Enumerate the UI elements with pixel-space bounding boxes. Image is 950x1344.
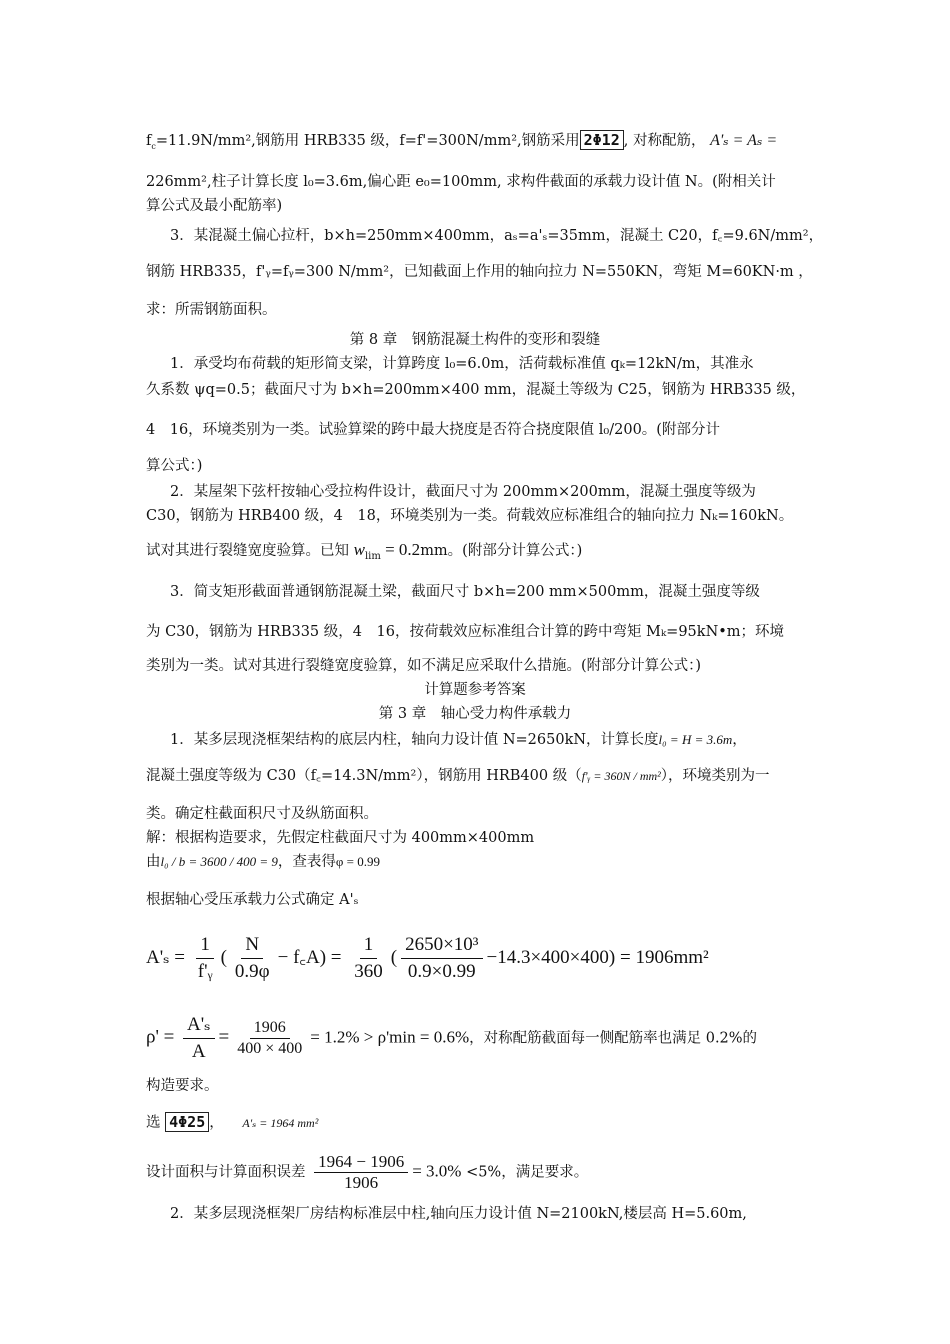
text: f [146,133,152,149]
formula: 1964 − 1906 [314,1152,408,1173]
text-line: 久系数 ψq=0.5；截面尺寸为 b×h=200mm×400 mm，混凝土等级为 C25，钢筋为 HRB335 级， [146,382,806,398]
formula: A'ₛ = [146,946,186,968]
text-line: 1．承受均布荷载的矩形简支梁，计算跨度 l₀=6.0m，活荷载标准值 qₖ=12kN/m，其准永 [170,356,754,372]
fraction [233,1018,306,1059]
formula: 0.9×0.99 [407,961,476,982]
text: mm。(附部分计算公式：) [420,543,583,559]
formula: f'ᵧ [197,961,213,982]
text: <5%，满足要求。 [466,1164,589,1181]
formula: −14.3×400×400) = 1906mm² [486,946,709,968]
text-line: 2．某屋架下弦杆按轴心受拉构件设计，截面尺寸为 200mm×200mm，混凝土强度等级为 [170,484,756,500]
text-line: 类别为一类。试对其进行裂缝宽度验算，如不满足应采取什么措施。(附部分计算公式：) [146,658,702,674]
text-line [146,766,770,786]
formula: ρ' = [146,1026,175,1048]
text-line: 根据轴心受压承载力公式确定 A'ₛ [146,892,359,908]
text-line: 类。确定柱截面积尺寸及纵筋面积。 [146,806,378,822]
formula: = 0.2 [380,540,421,559]
text-line: 2．某多层现浇框架厂房结构标准层中柱,轴向压力设计值 N=2100kN,楼层高 H=5.60m, [170,1206,747,1222]
formula: l₀ / b = 3600 / 400 = 9 [160,854,278,869]
text-line: 为 C30，钢筋为 HRB335 级，4 16，按荷载效应标准组合计算的跨中弯矩 Mₖ=95kN•m；环境 [146,624,785,640]
formula: w [353,540,365,559]
text-line: 4 16，环境类别为一类。试验算梁的跨中最大挠度是否符合挠度限值 l₀/200。(附部分计 [146,422,720,438]
text: 由 [146,854,161,870]
formula: 1 [196,932,214,959]
formula: 360 [354,961,383,982]
rebar-symbol-box: 4Φ25 [165,1112,209,1132]
text-line: C30，钢筋为 HRB400 级，4 18，环境类别为一类。荷载效应标准组合的轴向拉力 Nₖ=160kN。 [146,508,794,524]
text-line: 3．简支矩形截面普通钢筋混凝土梁，截面尺寸 b×h=200 mm×500mm，混凝土强度等级 [170,584,760,600]
formula: ( [220,946,227,968]
text: =300N/mm²,钢筋采用 [426,133,580,149]
text: 选 [146,1115,161,1131]
formula: f'ᵧ = 360N / mm² [581,769,661,783]
text: ，查表得 [277,854,336,870]
fraction [401,932,482,985]
formula: ( [390,946,398,968]
formula: A [191,1041,206,1062]
text: 试对其进行裂缝宽度验算。已知 [146,543,349,559]
formula: lim [364,550,381,562]
formula: N [241,932,263,959]
text-line: 3．某混凝土偏心拉杆，b×h=250mm×400mm，aₛ=a'ₛ=35mm，混凝土 C20，f꜀=9.6N/mm²， [170,228,824,244]
text-line: 构造要求。 [146,1078,219,1094]
formula: 400 × 400 [237,1040,303,1057]
text: , 对称配筋， [623,133,706,149]
text-line: 算公式及最小配筋率) [146,198,283,214]
formula: − f꜀A) = [277,946,342,968]
formula: A'ₛ [183,1012,215,1039]
formula-error [146,1152,588,1193]
section-heading: 计算题参考答案 [424,682,526,698]
text-line [146,1112,318,1133]
text: 设计面积与计算面积误差 [146,1164,306,1181]
formula: 1 [360,932,378,959]
formula: 1906 [344,1173,379,1192]
fraction [231,932,274,985]
formula: l₀ = H = 3.6m [658,732,733,747]
text: c [151,141,156,151]
text: 混凝土强度等级为 C30（f꜀=14.3N/mm²），钢筋用 HRB400 级（ [146,768,582,784]
text-line: 算公式：) [146,458,203,474]
fraction [194,932,217,985]
formula: = [218,1026,230,1048]
fraction [183,1012,215,1065]
formula: φ = 0.99 [335,854,380,869]
text: ， [209,1115,224,1131]
fraction [350,932,387,985]
chapter-heading: 第 3 章 轴心受力构件承载力 [378,706,572,722]
formula: 1906 [250,1018,290,1039]
formula-rho [146,1012,757,1065]
chapter-heading: 第 8 章 钢筋混凝土构件的变形和裂缝 [349,332,601,348]
text: ，对称配筋截面每一侧配筋率也满足 0.2%的 [469,1030,758,1047]
text: 1．某多层现浇框架结构的底层内柱，轴向力设计值 N=2650kN，计算长度 [170,732,659,748]
formula: = 1.2% > ρ'min = 0.6% [310,1027,470,1047]
text-line [170,730,747,750]
rebar-symbol-box: 2Φ12 [580,130,624,150]
text-line: 解：根据构造要求，先假定柱截面尺寸为 400mm×400mm [146,830,535,846]
text: =11.9N/mm²,钢筋用 HRB335 级，f [155,133,405,149]
formula: = 3.0% [412,1161,462,1181]
formula: A'ₛ = Aₛ = [710,132,778,149]
text: ），环境类别为一 [660,768,770,784]
text-line [146,540,582,567]
formula-as [146,932,709,985]
text-line [146,130,777,157]
formula: 0.9φ [234,961,270,982]
fraction [314,1152,408,1193]
formula: 2650×10³ [401,932,482,959]
text-line: 钢筋 HRB335，f'ᵧ=fᵧ=300 N/mm²，已知截面上作用的轴向拉力 N=550KN，弯矩 M=60KN·m ， [146,264,813,280]
formula: A'ₛ = 1964 mm² [242,1116,319,1130]
text-line: 求：所需钢筋面积。 [146,302,277,318]
text-line: 226mm²,柱子计算长度 l₀=3.6m,偏心距 e₀=100mm, 求构件截面的承载力设计值 N。(附相关计 [146,174,776,190]
text-line [146,852,380,872]
text: =f' [404,133,427,149]
text: ， [732,732,747,748]
